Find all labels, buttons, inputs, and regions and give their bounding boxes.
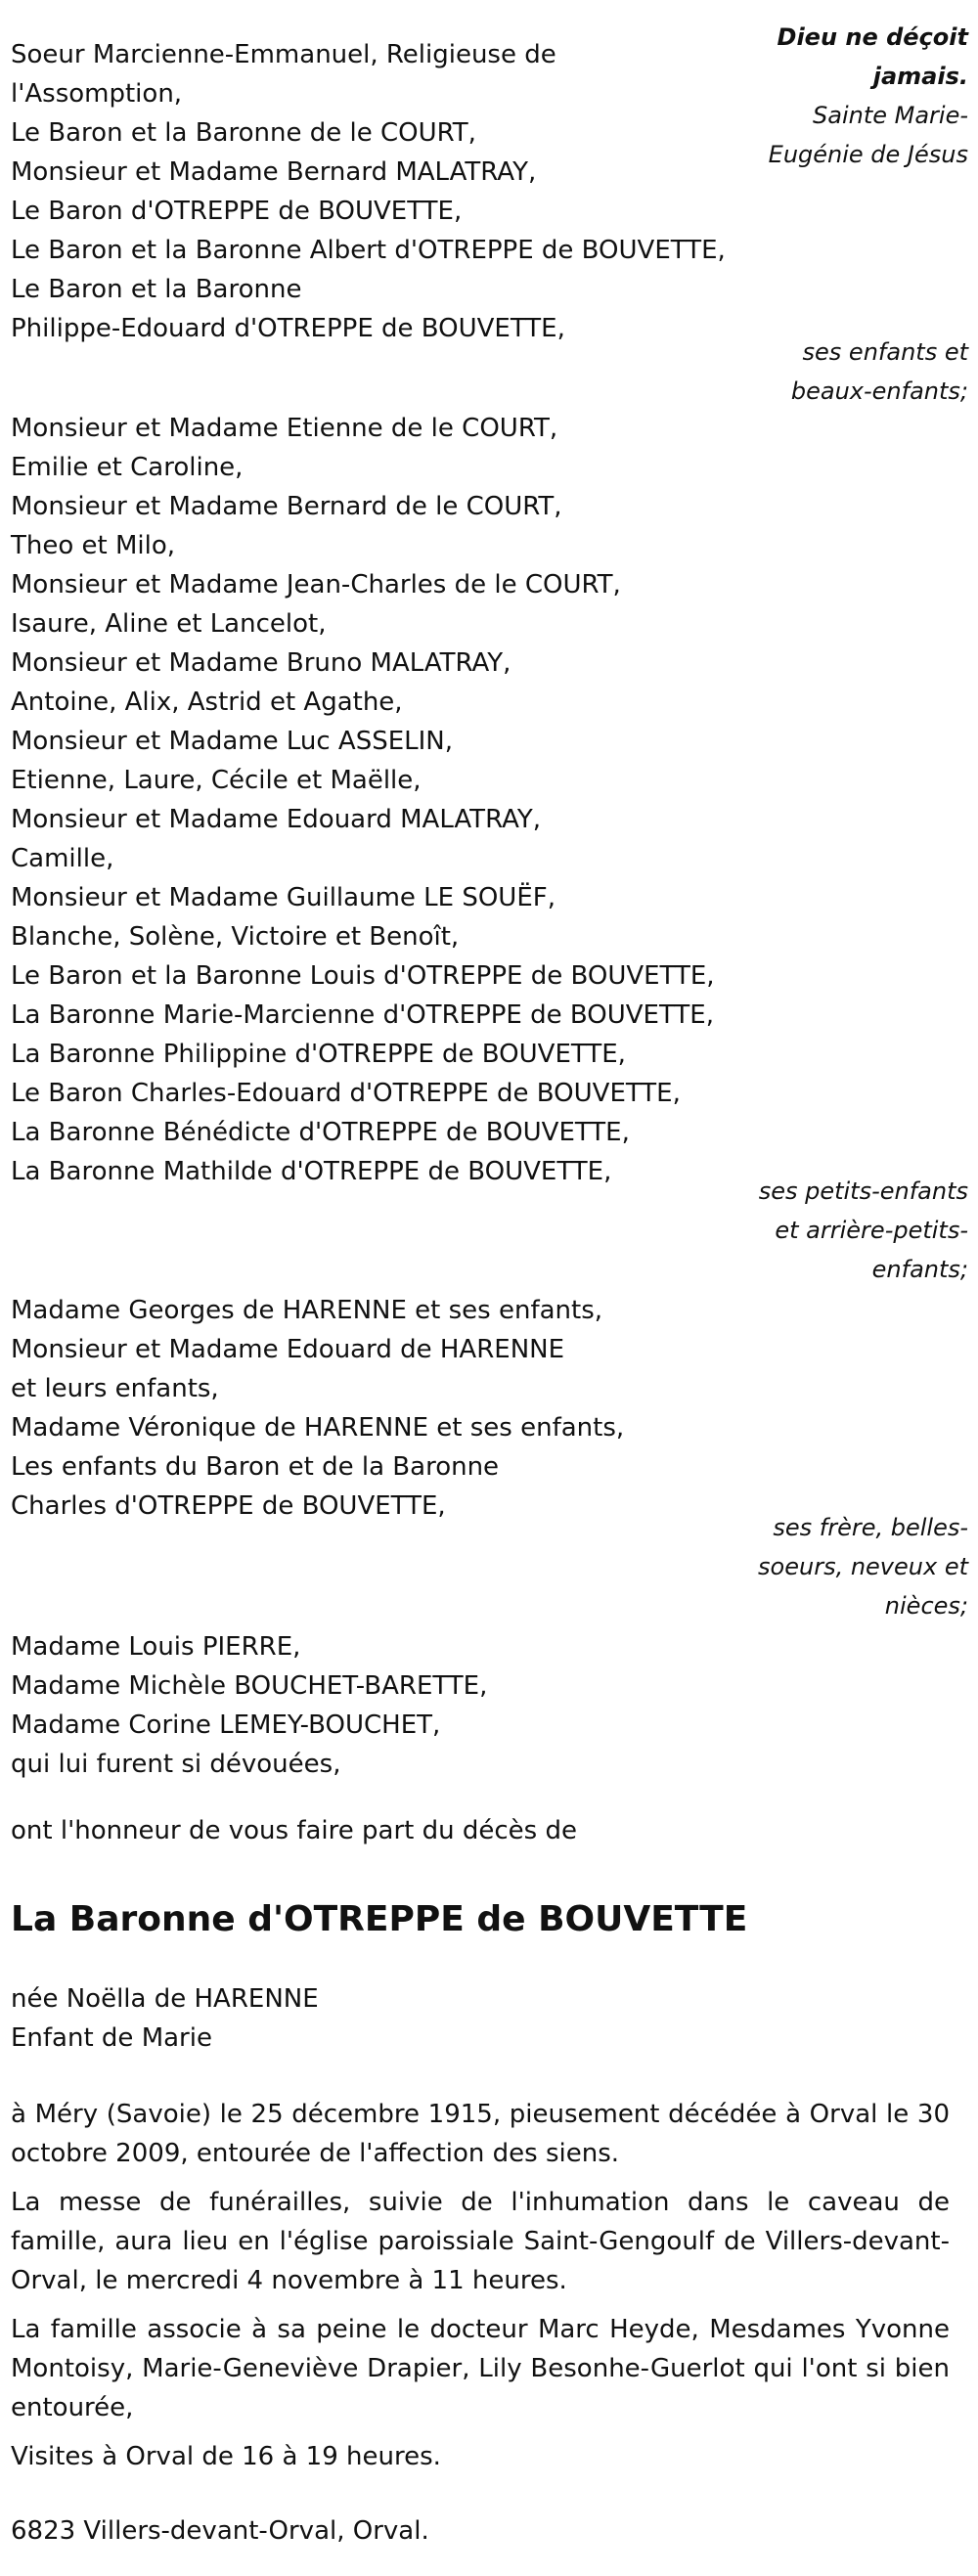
family-line: Les enfants du Baron et de la Baronne bbox=[11, 1452, 500, 1482]
family-line: Monsieur et Madame Etienne de le COURT, bbox=[11, 414, 558, 443]
relation-label: beaux-enfants; bbox=[790, 378, 968, 405]
family-line: Monsieur et Madame Guillaume LE SOUËF, bbox=[11, 883, 556, 912]
family-line: Le Baron Charles-Edouard d'OTREPPE de BOUVETTE, bbox=[11, 1079, 681, 1108]
relation-label: enfants; bbox=[871, 1256, 968, 1283]
family-line: Madame Véronique de HARENNE et ses enfants, bbox=[11, 1413, 625, 1443]
visits-paragraph: Visites à Orval de 16 à 19 heures. bbox=[11, 2442, 441, 2471]
family-line: Etienne, Laure, Cécile et Maëlle, bbox=[11, 766, 422, 795]
funeral-paragraph: La messe de funérailles, suivie de l'inhumation dans le caveau de famille, aura lieu en l'église paroissiale Saint-Gengoulf de Villers-devant-Orval, le mercredi 4 novembre à 11 heures. bbox=[11, 2188, 950, 2295]
relation-label: ses enfants et bbox=[802, 338, 968, 366]
family-line: qui lui furent si dévouées, bbox=[11, 1750, 341, 1779]
birth-name: née Noëlla de HARENNE bbox=[11, 1984, 319, 2014]
family-line: Emilie et Caroline, bbox=[11, 453, 244, 482]
family-line: La Baronne Philippine d'OTREPPE de BOUVETTE, bbox=[11, 1040, 626, 1069]
thanks-paragraph: La famille associe à sa peine le docteur Marc Heyde, Mesdames Yvonne Montoisy, Marie-Geneviève Drapier, Lily Besonhe-Guerlot qui l'ont si bien entourée, bbox=[11, 2315, 950, 2422]
family-line: Philippe-Edouard d'OTREPPE de BOUVETTE, bbox=[11, 314, 565, 343]
relation-label: soeurs, neveux et bbox=[758, 1553, 968, 1580]
family-line: Soeur Marcienne-Emmanuel, Religieuse de bbox=[11, 40, 556, 69]
family-line: Madame Michèle BOUCHET-BARETTE, bbox=[11, 1671, 488, 1701]
religious-title: Enfant de Marie bbox=[11, 2023, 212, 2053]
family-line: Monsieur et Madame Bernard de le COURT, bbox=[11, 492, 562, 521]
relation-label: nièces; bbox=[884, 1592, 968, 1620]
family-line: Le Baron d'OTREPPE de BOUVETTE, bbox=[11, 197, 463, 226]
family-line: Le Baron et la Baronne Louis d'OTREPPE de BOUVETTE, bbox=[11, 961, 715, 991]
family-line: l'Assomption, bbox=[11, 79, 183, 109]
address-line: 6823 Villers-devant-Orval, Orval. bbox=[11, 2516, 429, 2546]
family-line: Madame Louis PIERRE, bbox=[11, 1632, 301, 1662]
family-line: La Baronne Bénédicte d'OTREPPE de BOUVETTE, bbox=[11, 1118, 630, 1147]
epigraph-quote-line1: Dieu ne déçoit bbox=[777, 23, 968, 51]
family-line: Monsieur et Madame Bernard MALATRAY, bbox=[11, 157, 537, 187]
family-line: Isaure, Aline et Lancelot, bbox=[11, 609, 327, 639]
family-line: Le Baron et la Baronne bbox=[11, 275, 302, 304]
deceased-name: La Baronne d'OTREPPE de BOUVETTE bbox=[11, 1899, 748, 1939]
family-line: Monsieur et Madame Bruno MALATRAY, bbox=[11, 648, 511, 678]
family-line: Le Baron et la Baronne de le COURT, bbox=[11, 118, 476, 148]
family-line: Monsieur et Madame Luc ASSELIN, bbox=[11, 727, 454, 756]
relation-label: ses frère, belles- bbox=[773, 1514, 968, 1541]
family-line: Antoine, Alix, Astrid et Agathe, bbox=[11, 688, 403, 717]
family-line: Le Baron et la Baronne Albert d'OTREPPE de BOUVETTE, bbox=[11, 236, 726, 265]
family-line: La Baronne Marie-Marcienne d'OTREPPE de BOUVETTE, bbox=[11, 1000, 714, 1030]
family-line: Camille, bbox=[11, 844, 114, 873]
family-line: et leurs enfants, bbox=[11, 1374, 219, 1403]
family-line: Blanche, Solène, Victoire et Benoît, bbox=[11, 922, 460, 952]
family-line: Monsieur et Madame Edouard MALATRAY, bbox=[11, 805, 541, 834]
relation-label: et arrière-petits- bbox=[775, 1217, 968, 1244]
epigraph-quote-line2: jamais. bbox=[872, 63, 968, 90]
family-line: La Baronne Mathilde d'OTREPPE de BOUVETTE, bbox=[11, 1157, 612, 1186]
family-line: Monsieur et Madame Jean-Charles de le COURT, bbox=[11, 570, 621, 600]
announcement-text: ont l'honneur de vous faire part du décès de bbox=[11, 1816, 577, 1845]
epigraph-author-line2: Eugénie de Jésus bbox=[768, 141, 968, 168]
birth-death-paragraph: à Méry (Savoie) le 25 décembre 1915, pieusement décédée à Orval le 30 octobre 2009, entourée de l'affection des siens. bbox=[11, 2100, 950, 2168]
family-line: Monsieur et Madame Edouard de HARENNE bbox=[11, 1335, 565, 1364]
relation-label: ses petits-enfants bbox=[758, 1177, 968, 1205]
family-line: Madame Georges de HARENNE et ses enfants, bbox=[11, 1296, 603, 1325]
family-line: Charles d'OTREPPE de BOUVETTE, bbox=[11, 1491, 446, 1521]
family-line: Theo et Milo, bbox=[11, 531, 176, 560]
epigraph-author-line1: Sainte Marie- bbox=[813, 102, 968, 129]
family-line: Madame Corine LEMEY-BOUCHET, bbox=[11, 1710, 441, 1740]
